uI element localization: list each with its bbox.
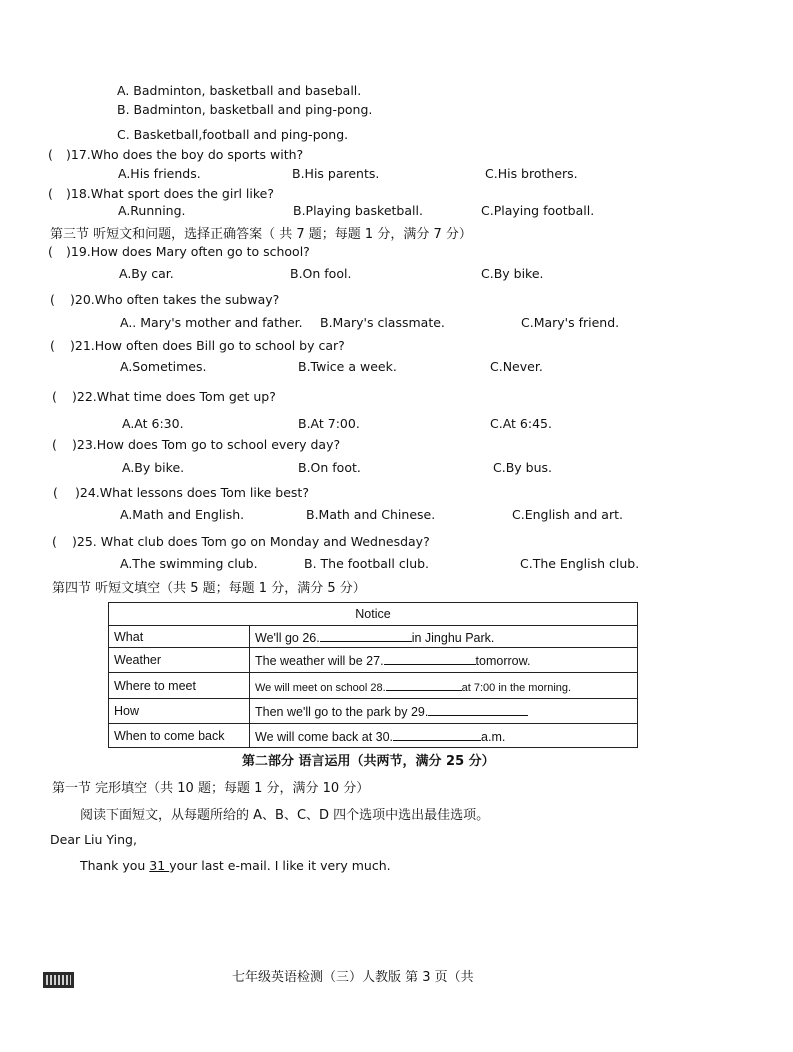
notice-text: We'll go 26.: [255, 630, 320, 645]
q20-option-a: A.. Mary's mother and father.: [120, 315, 303, 330]
q20-question: )20.Who often takes the subway?: [70, 292, 280, 307]
q22-option-c: C.At 6:45.: [490, 416, 552, 431]
q19-option-b: B.On fool.: [290, 266, 352, 281]
notice-row-label: Weather: [109, 648, 250, 673]
q16-option-b: B. Badminton, basketball and ping-pong.: [117, 102, 373, 117]
notice-text: in Jinghu Park.: [411, 630, 495, 645]
q25-paren: (: [52, 534, 57, 549]
q19-option-a: A.By car.: [119, 266, 174, 281]
q19-question: )19.How does Mary often go to school?: [66, 244, 310, 259]
section4-title: 第四节 听短文填空（共 5 题；每题 1 分，满分 5 分）: [52, 581, 366, 596]
q17-option-a: A.His friends.: [118, 166, 201, 181]
page-footer: 七年级英语检测（三）人教版 第 3 页（共: [232, 970, 474, 985]
fill-blank-30[interactable]: [393, 728, 481, 741]
instructions: 阅读下面短文，从每题所给的 A、B、C、D 四个选项中选出最佳选项。: [80, 808, 490, 823]
notice-text: Then we'll go to the park by 29.: [255, 705, 429, 719]
letter-text: Thank you: [80, 858, 150, 873]
notice-text: a.m.: [481, 729, 506, 744]
q18-option-b: B.Playing basketball.: [293, 203, 423, 218]
q20-option-b: B.Mary's classmate.: [320, 315, 445, 330]
q23-paren: (: [52, 437, 57, 452]
q23-option-c: C.By bus.: [493, 460, 552, 475]
q17-option-b: B.His parents.: [292, 166, 380, 181]
q21-question: )21.How often does Bill go to school by car?: [70, 338, 345, 353]
q24-option-a: A.Math and English.: [120, 507, 245, 522]
cloze-blank-31[interactable]: 31: [149, 858, 170, 873]
q21-paren: (: [50, 338, 55, 353]
q17-option-c: C.His brothers.: [485, 166, 578, 181]
notice-text: The weather will be 27.: [255, 654, 384, 668]
letter-text: your last e-mail. I like it very much.: [169, 858, 391, 873]
q25-option-a: A.The swimming club.: [120, 556, 258, 571]
q21-option-b: B.Twice a week.: [298, 359, 397, 374]
part2-title: 第二部分 语言运用（共两节，满分 25 分）: [242, 754, 495, 769]
notice-row-label: How: [109, 699, 250, 724]
notice-row-label: Where to meet: [109, 673, 250, 699]
q23-option-a: A.By bike.: [122, 460, 185, 475]
q25-option-b: B. The football club.: [304, 556, 430, 571]
q21-option-a: A.Sometimes.: [120, 359, 207, 374]
q24-option-c: C.English and art.: [512, 507, 623, 522]
notice-row-content: [250, 626, 638, 648]
q24-paren: (: [53, 485, 58, 500]
q22-option-b: B.At 7:00.: [298, 416, 360, 431]
q25-question: )25. What club does Tom go on Monday and Wednesday?: [72, 534, 430, 549]
q23-option-b: B.On foot.: [298, 460, 361, 475]
q19-option-c: C.By bike.: [481, 266, 544, 281]
q21-option-c: C.Never.: [490, 359, 543, 374]
q20-paren: (: [50, 292, 55, 307]
q24-option-b: B.Math and Chinese.: [306, 507, 436, 522]
q22-paren: (: [52, 389, 57, 404]
fill-blank-27[interactable]: [384, 652, 476, 665]
q24-question: )24.What lessons does Tom like best?: [75, 485, 309, 500]
q17-question: )17.Who does the boy do sports with?: [66, 147, 304, 162]
letter-body: [80, 858, 391, 874]
q22-question: )22.What time does Tom get up?: [72, 389, 276, 404]
fill-blank-28[interactable]: [386, 678, 462, 691]
notice-row-content: [250, 699, 638, 724]
notice-text: at 7:00 in the morning.: [461, 681, 572, 694]
q16-option-c: C. Basketball,football and ping-pong.: [117, 127, 349, 142]
notice-text: tomorrow.: [475, 654, 531, 668]
q25-option-c: C.The English club.: [520, 556, 640, 571]
notice-text: We will come back at 30.: [255, 729, 394, 744]
section3-title: 第三节 听短文和问题，选择正确答案（ 共 7 题；每题 1 分，满分 7 分）: [50, 227, 472, 242]
q18-paren: (: [48, 186, 53, 201]
notice-row-content: [250, 648, 638, 673]
fill-blank-29[interactable]: [428, 703, 528, 716]
notice-row-content: [250, 673, 638, 699]
fill-blank-26[interactable]: [320, 629, 412, 642]
q19-paren: (: [48, 244, 53, 259]
notice-row-label: When to come back: [109, 724, 250, 748]
notice-text: We will meet on school 28.: [255, 681, 386, 694]
notice-row-label: What: [109, 626, 250, 648]
q20-option-c: C.Mary's friend.: [521, 315, 620, 330]
notice-row-content: [250, 724, 638, 748]
publisher-logo-icon: [43, 972, 74, 988]
notice-header: Notice: [109, 603, 638, 626]
q18-option-c: C.Playing football.: [481, 203, 595, 218]
letter-greeting: Dear Liu Ying,: [50, 832, 137, 847]
q18-option-a: A.Running.: [118, 203, 186, 218]
q17-paren: (: [48, 147, 53, 162]
q16-option-a: A. Badminton, basketball and baseball.: [117, 83, 362, 98]
section1-title: 第一节 完形填空（共 10 题；每题 1 分，满分 10 分）: [52, 781, 370, 796]
q23-question: )23.How does Tom go to school every day?: [72, 437, 341, 452]
q18-question: )18.What sport does the girl like?: [66, 186, 274, 201]
notice-table: [108, 602, 638, 748]
q22-option-a: A.At 6:30.: [122, 416, 184, 431]
